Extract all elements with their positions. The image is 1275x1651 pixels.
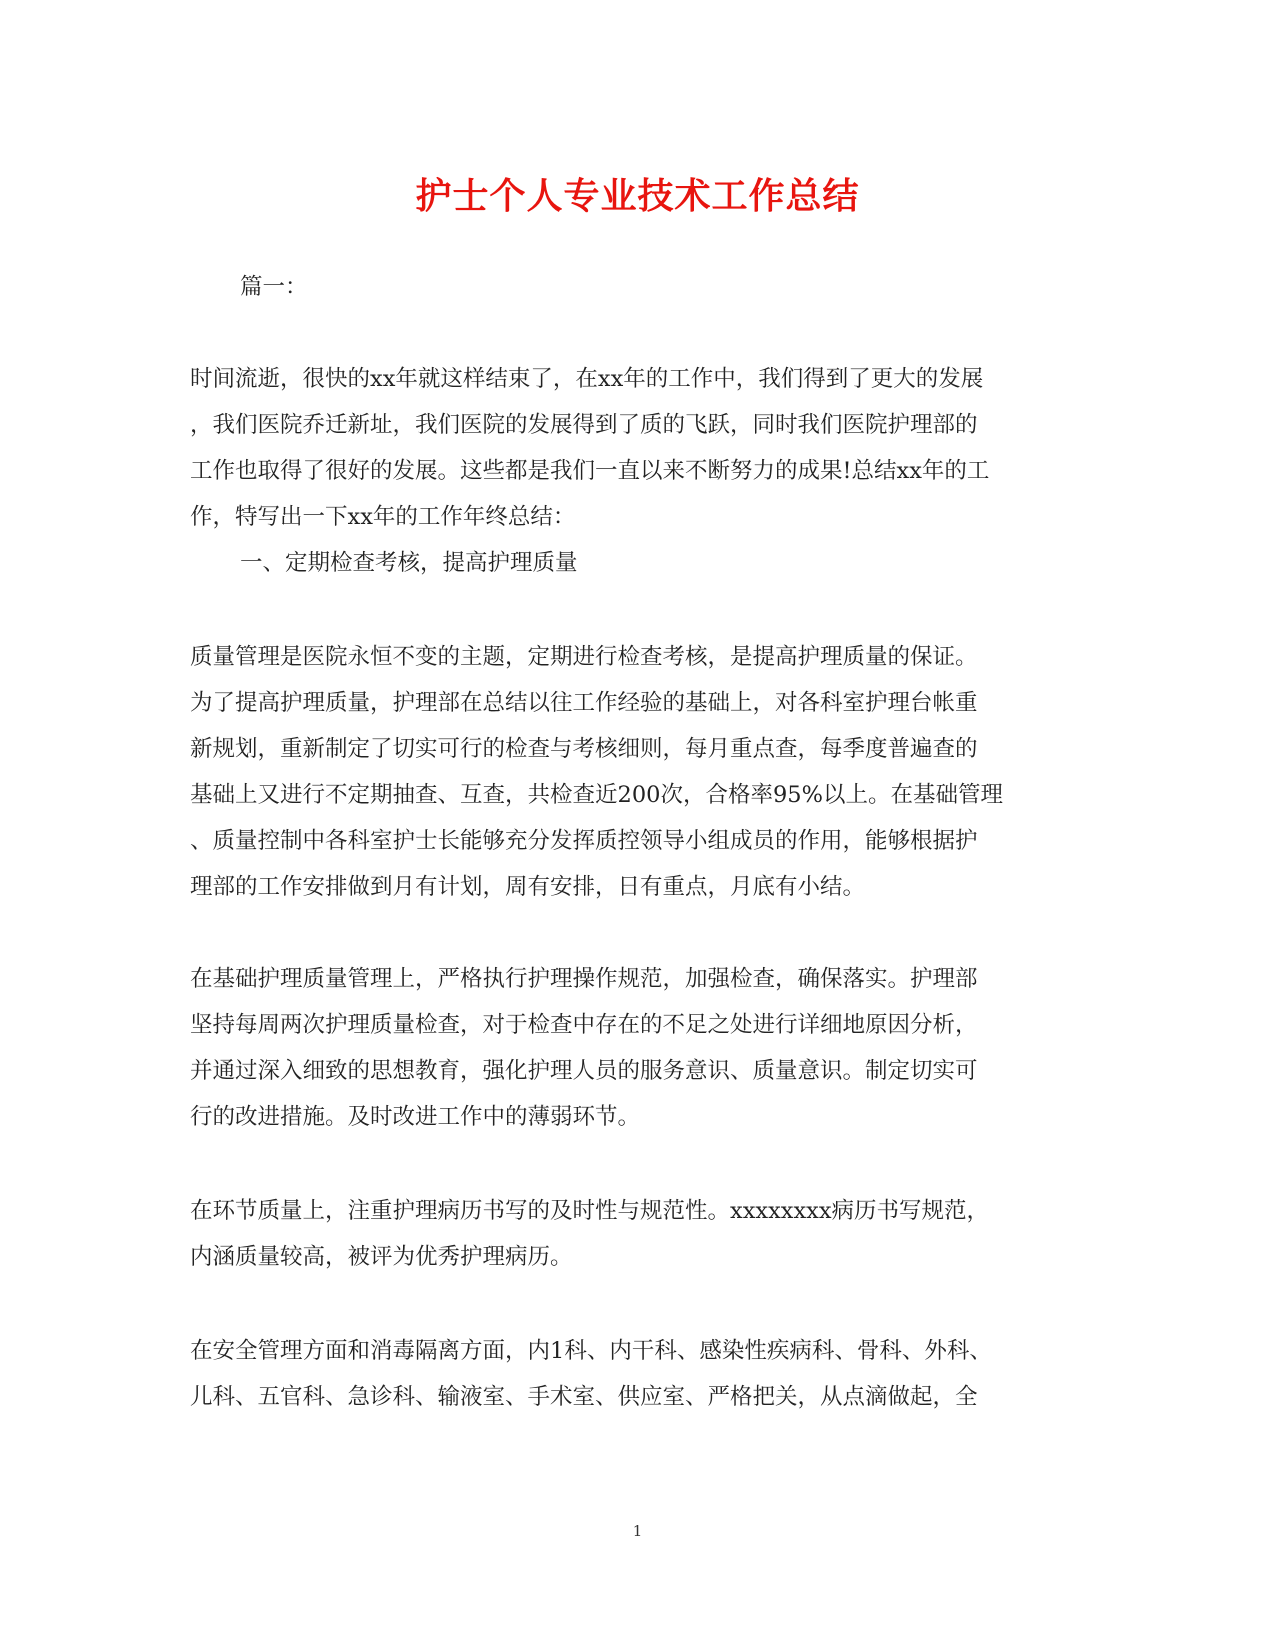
paragraph-line: 工作也取得了很好的发展。这些都是我们一直以来不断努力的成果!总结xx年的工: [190, 458, 990, 484]
page-number: 1: [632, 1522, 643, 1540]
paragraph-line: 行的改进措施。及时改进工作中的薄弱环节。: [190, 1104, 641, 1130]
paragraph-line: 为了提高护理质量，护理部在总结以往工作经验的基础上，对各科室护理台帐重: [190, 690, 978, 716]
paragraph-line: 内涵质量较高，被评为优秀护理病历。: [190, 1244, 573, 1270]
paragraph-line: 、质量控制中各科室护士长能够充分发挥质控领导小组成员的作用，能够根据护: [190, 828, 978, 854]
paragraph-line: 时间流逝，很快的xx年就这样结束了，在xx年的工作中，我们得到了更大的发展: [190, 366, 984, 392]
document-title: 护士个人专业技术工作总结: [415, 175, 860, 217]
paragraph-line: 理部的工作安排做到月有计划，周有安排，日有重点，月底有小结。: [190, 874, 866, 900]
paragraph-line: 作，特写出一下xx年的工作年终总结：: [190, 504, 576, 530]
paragraph-line: 在安全管理方面和消毒隔离方面，内1科、内干科、感染性疾病科、骨科、外科、: [190, 1338, 992, 1364]
paragraph-line: 质量管理是医院永恒不变的主题，定期进行检查考核，是提高护理质量的保证。: [190, 644, 978, 670]
paragraph-line: 在基础护理质量管理上，严格执行护理操作规范，加强检查，确保落实。护理部: [190, 966, 978, 992]
paragraph-line: 儿科、五官科、急诊科、输液室、手术室、供应室、严格把关，从点滴做起，全: [190, 1384, 978, 1410]
paragraph-line: 基础上又进行不定期抽查、互查，共检查近200次，合格率95%以上。在基础管理: [190, 782, 1003, 808]
paragraph-line: 并通过深入细致的思想教育，强化护理人员的服务意识、质量意识。制定切实可: [190, 1058, 978, 1084]
paragraph-line: 新规划，重新制定了切实可行的检查与考核细则，每月重点查，每季度普遍查的: [190, 736, 978, 762]
section-heading: 一、定期检查考核，提高护理质量: [240, 550, 578, 576]
paragraph-line: 坚持每周两次护理质量检查，对于检查中存在的不足之处进行详细地原因分析，: [190, 1012, 978, 1038]
section-label: 篇一：: [240, 274, 308, 300]
paragraph-line: 在环节质量上，注重护理病历书写的及时性与规范性。xxxxxxxx病历书写规范，: [190, 1198, 990, 1224]
paragraph-line: ，我们医院乔迁新址，我们医院的发展得到了质的飞跃，同时我们医院护理部的: [190, 412, 978, 438]
